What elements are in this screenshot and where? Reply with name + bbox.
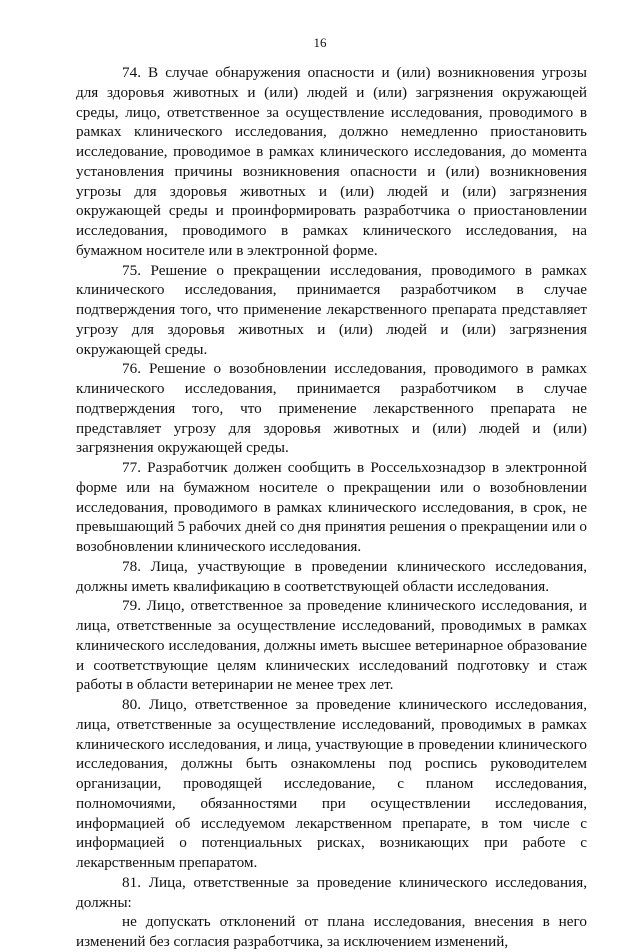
paragraph-81: 81. Лица, ответственные за проведение клинического исследования, должны:: [76, 873, 587, 911]
paragraph-79: 79. Лицо, ответственное за проведение клинического исследования, и лица, ответственные за осуществление исследований, проводимых в рамках клинического исследования, должны иметь высшее ветеринарное образование и соответствующие целям клинических исследований подготовку и стаж работы в области ветеринарии не менее трех лет.: [76, 597, 587, 694]
paragraph-81-item: не допускать отклонений от плана исследования, внесения в него изменений без согласия разработчика, за исключением изменений,: [76, 913, 587, 950]
paragraph-74: 74. В случае обнаружения опасности и (или) возникновения угрозы для здоровья животных и (или) людей и (или) загрязнения окружающей среды, лицо, ответственное за осуществление исследования, проводимого в рамках клинического исследования, должно немедленно приостановить исследование, проводимое в рамках клинического исследования, до момента установления причины возникновения опасности и (или) возникновения угрозы для здоровья животных и (или) людей и (или) загрязнения окружающей среды и проинформировать разработчика о приостановлении исследования, проводимого в рамках клинического исследования, на бумажном носителе или в электронной форме.: [76, 64, 587, 259]
document-body: [76, 63, 587, 952]
page-number: 16: [313, 35, 327, 50]
paragraph-75: 75. Решение о прекращении исследования, проводимого в рамках клинического исследования, принимается разработчиком в случае подтверждения того, что применение лекарственного препарата представляет угрозу для здоровья животных и (или) людей и (или) загрязнения окружающей среды.: [76, 261, 587, 358]
paragraph-80: 80. Лицо, ответственное за проведение клинического исследования, лица, ответственные за осуществление исследований, проводимых в рамках клинического исследования, и лица, участвующие в проведении клинического исследования, должны быть ознакомлены под роспись руководителем организации, проводящей исследование, с планом исследования, полномочиями, обязанностями при осуществлении исследования, информацией об исследуемом лекарственном препарате, в том числе с информацией о потенциальных рисках, возникающих при работе с лекарственным препаратом.: [76, 696, 587, 871]
paragraph-76: 76. Решение о возобновлении исследования, проводимого в рамках клинического исследования, принимается разработчиком в случае подтверждения того, что применение лекарственного препарата не представляет угрозу для здоровья животных и (или) людей и (или) загрязнения окружающей среды.: [76, 360, 587, 457]
paragraph-78: 78. Лица, участвующие в проведении клинического исследования, должны иметь квалификацию в соответствующей области исследования.: [76, 557, 587, 595]
paragraph-77: 77. Разработчик должен сообщить в Россельхознадзор в электронной форме или на бумажном носителе о прекращении или о возобновлении исследования, проводимого в рамках клинического исследования, в срок, не превышающий 5 рабочих дней со дня принятия решения о прекращении или о возобновлении клинического исследования.: [76, 459, 587, 555]
